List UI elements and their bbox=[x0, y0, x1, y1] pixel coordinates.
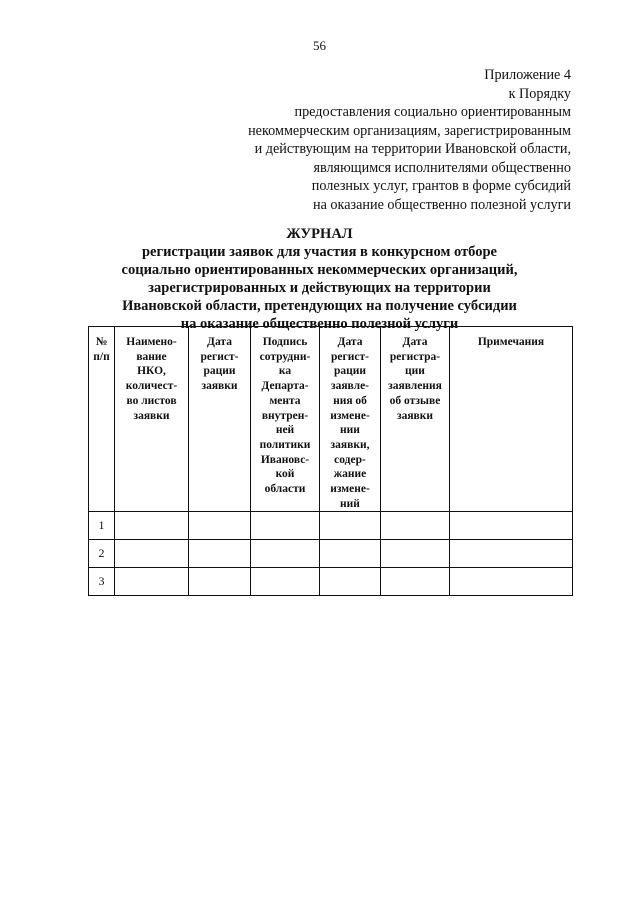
column-header-line: п/п bbox=[93, 350, 110, 363]
appendix-line: являющимся исполнителями общественно bbox=[313, 159, 571, 176]
row-number-cell: 2 bbox=[89, 540, 115, 568]
column-header-change-date bbox=[320, 327, 381, 512]
column-header-line: жание bbox=[333, 468, 367, 481]
column-header-line: регист- bbox=[331, 350, 369, 363]
table-cell bbox=[115, 568, 189, 596]
column-header-nko-name bbox=[115, 327, 189, 512]
table-cell bbox=[450, 540, 573, 568]
column-header-line: ний bbox=[340, 497, 360, 510]
table-row bbox=[89, 512, 573, 540]
table-cell bbox=[320, 568, 381, 596]
column-header-line: сотрудни- bbox=[259, 350, 311, 363]
column-header-line: заявки bbox=[133, 409, 170, 422]
journal-title bbox=[0, 225, 639, 333]
journal-title-line: социально ориентированных некоммерческих организаций, bbox=[121, 262, 518, 278]
appendix-line: и действующим на территории Ивановской области, bbox=[254, 141, 571, 157]
column-header-line: внутрен- bbox=[261, 409, 309, 422]
appendix-block bbox=[248, 66, 571, 214]
table-cell bbox=[189, 540, 251, 568]
table-cell bbox=[189, 568, 251, 596]
appendix-line: полезных услуг, грантов в форме субсидий bbox=[311, 178, 571, 194]
row-number-cell: 1 bbox=[89, 512, 115, 540]
table-cell bbox=[251, 512, 320, 540]
table-cell bbox=[251, 568, 320, 596]
column-header-number bbox=[89, 327, 115, 512]
table-cell bbox=[450, 568, 573, 596]
appendix-line: предоставления социально ориентированным bbox=[294, 104, 571, 120]
column-header-line: Ивановс- bbox=[260, 453, 310, 466]
column-header-line: заявки bbox=[201, 380, 238, 393]
column-header-line: рации bbox=[203, 365, 236, 378]
column-header-line: ней bbox=[275, 424, 295, 437]
column-header-line: области bbox=[264, 483, 306, 496]
table-cell bbox=[251, 540, 320, 568]
column-header-line: Дата bbox=[207, 336, 232, 348]
column-header-line: Департа- bbox=[261, 380, 309, 393]
table-cell bbox=[320, 512, 381, 540]
column-header-line: вание bbox=[136, 350, 167, 363]
registration-table bbox=[88, 326, 573, 596]
column-header-line: регист- bbox=[200, 350, 239, 363]
column-header-line: № bbox=[95, 336, 108, 348]
column-header-line: рации bbox=[333, 365, 367, 378]
column-header-line: ния об bbox=[333, 394, 367, 407]
column-header-withdrawal-date bbox=[381, 327, 450, 512]
column-header-line: ка bbox=[278, 365, 292, 378]
table-cell bbox=[381, 512, 450, 540]
table-cell bbox=[115, 512, 189, 540]
column-header-line: регистра- bbox=[389, 350, 441, 363]
column-header-line: НКО, bbox=[137, 365, 166, 378]
table-row bbox=[89, 540, 573, 568]
column-header-line: количест- bbox=[125, 380, 178, 393]
table-cell bbox=[189, 512, 251, 540]
appendix-line: на оказание общественно полезной услуги bbox=[312, 196, 571, 213]
column-header-line: нии bbox=[340, 424, 360, 437]
appendix-line: некоммерческим организациям, зарегистрированным bbox=[248, 122, 571, 139]
column-header-line: заявки, bbox=[330, 438, 370, 451]
column-header-line: Подпись bbox=[262, 336, 308, 348]
page-number: 56 bbox=[313, 38, 326, 53]
journal-title-line: зарегистрированных и действующих на территории bbox=[148, 280, 491, 296]
row-number-cell: 3 bbox=[89, 568, 115, 596]
journal-title-line: на оказание общественно полезной услуги bbox=[180, 316, 459, 332]
table-row bbox=[89, 568, 573, 596]
column-header-line: содер- bbox=[334, 453, 366, 466]
column-header-line: об отзыве bbox=[389, 394, 441, 407]
column-header-line: во листов bbox=[126, 394, 177, 407]
table-cell bbox=[320, 540, 381, 568]
column-header-line: ции bbox=[405, 365, 425, 378]
column-header-line: измене- bbox=[330, 409, 370, 422]
column-header-line: кой bbox=[275, 468, 295, 481]
column-header-line: Наимено- bbox=[126, 336, 177, 348]
column-header-line: Дата bbox=[337, 336, 363, 348]
table-cell bbox=[381, 540, 450, 568]
column-header-line: заявки bbox=[396, 409, 434, 422]
column-header-registration-date bbox=[189, 327, 251, 512]
table-header-row bbox=[89, 327, 573, 512]
column-header-line: измене- bbox=[330, 483, 370, 496]
column-header-line: мента bbox=[269, 394, 301, 407]
journal-title-line: регистрации заявок для участия в конкурсном отборе bbox=[141, 244, 497, 260]
column-header-signature bbox=[251, 327, 320, 512]
column-header-line: политики bbox=[259, 438, 311, 451]
column-header-notes bbox=[450, 327, 573, 512]
table-cell bbox=[381, 568, 450, 596]
column-header-line: заявле- bbox=[330, 380, 370, 393]
appendix-line: Приложение 4 bbox=[484, 67, 571, 83]
appendix-line: к Порядку bbox=[508, 85, 571, 102]
column-header-line: заявления bbox=[388, 380, 442, 393]
column-header-line: Примечания bbox=[477, 336, 545, 348]
journal-title-line: Ивановской области, претендующих на получение субсидии bbox=[122, 298, 517, 314]
column-header-line: Дата bbox=[402, 336, 428, 348]
table-cell bbox=[450, 512, 573, 540]
table-cell bbox=[115, 540, 189, 568]
journal-heading: ЖУРНАЛ bbox=[286, 226, 353, 242]
